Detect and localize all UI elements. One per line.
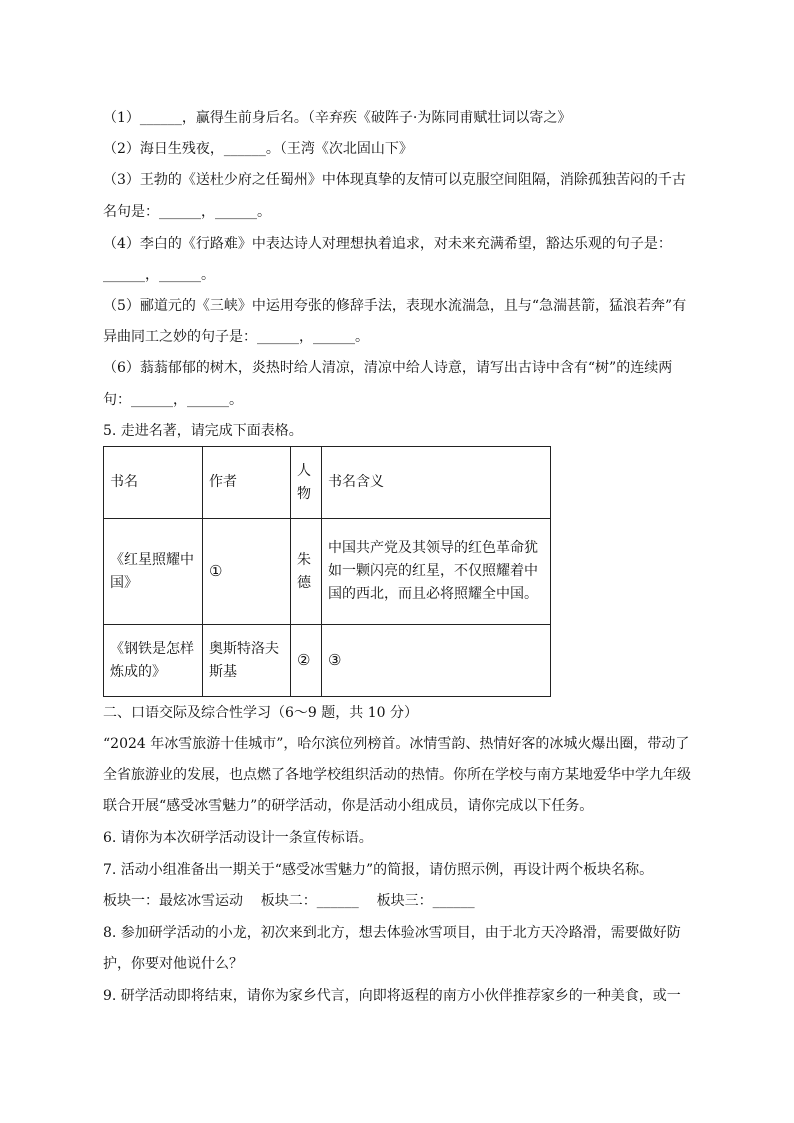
poetry-question-2: （2）海日生残夜，______。（王湾《次北固山下》 (103, 141, 413, 157)
table-cell-person-blank: ② (291, 625, 322, 697)
person-line: 德 (297, 574, 311, 591)
table-cell-book (104, 519, 203, 625)
table-header-meaning: 书名含义 (322, 447, 551, 519)
meaning-line: 如一颗闪亮的红星，不仅照耀着中 (328, 563, 538, 579)
question-7: 7. 活动小组准备出一期关于“感受冰雪魅力”的简报，请仿照示例，再设计两个板块名称。 (103, 862, 654, 878)
book-title-line: 《钢铁是怎样 (110, 640, 194, 657)
table-row (104, 625, 551, 697)
section-2-intro-line-1: “2024 年冰雪旅游十佳城市”，哈尔滨位列榜首。冰情雪韵、热情好客的冰城火爆出圈，带动了 (103, 736, 690, 752)
book-title-line: 炼成的》 (110, 663, 166, 680)
question-8-line-1: 8. 参加研学活动的小龙，初次来到北方，想去体验冰雪项目，由于北方天冷路滑，需要做好防 (103, 925, 681, 941)
table-row (104, 519, 551, 625)
author-line: 斯基 (209, 663, 237, 680)
poetry-question-4-line-1: （4）李白的《行路难》中表达诗人对理想执着追求，对未来充满希望，豁达乐观的句子是： (103, 236, 672, 252)
table-cell-author (203, 625, 291, 697)
poetry-question-3-line-2: 名句是：______，______。 (103, 204, 271, 220)
section-2-intro-line-3: 联合开展“感受冰雪魅力”的研学活动，你是活动小组成员，请你完成以下任务。 (103, 798, 594, 814)
poetry-question-3-line-1: （3）王勃的《送杜少府之任蜀州》中体现真挚的友情可以克服空间阻隔，消除孤独苦闷的千古 (103, 172, 686, 188)
table-header-row (104, 447, 551, 519)
question-6: 6. 请你为本次研学活动设计一条宣传标语。 (103, 830, 373, 846)
poetry-question-6-line-2: 句：______，______。 (103, 392, 243, 408)
question-5-title: 5. 走进名著，请完成下面表格。 (103, 423, 303, 439)
author-line: 奥斯特洛夫 (209, 640, 279, 657)
poetry-question-5-line-1: （5）郦道元的《三峡》中运用夸张的修辞手法，表现水流湍急，且与“急湍甚箭，猛浪若奔”有 (103, 298, 687, 314)
table-header-person-char-1: 人 (297, 462, 311, 479)
table-header-author: 作者 (203, 447, 291, 519)
poetry-question-5-line-2: 异曲同工之妙的句子是：______，______。 (103, 329, 369, 345)
table-header-book: 书名 (104, 447, 203, 519)
table-cell-book (104, 625, 203, 697)
section-2-intro-line-2: 全省旅游业的发展，也点燃了各地学校组织活动的热情。你所在学校与南方某地爱华中学九年级 (103, 767, 691, 783)
table-cell-author-blank: ① (203, 519, 291, 625)
classic-works-table (103, 446, 551, 697)
book-title-line: 《红星照耀中 (110, 551, 194, 568)
question-9-line-1: 9. 研学活动即将结束，请你为家乡代言，向即将返程的南方小伙伴推荐家乡的一种美食，或一 (103, 988, 681, 1004)
table-cell-meaning (322, 519, 551, 625)
poetry-question-6-line-1: （6）蓊蓊郁郁的树木，炎热时给人清凉，清凉中给人诗意，请写出古诗中含有“树”的连续两 (103, 360, 673, 376)
question-8-line-2: 护，你要对他说什么？ (103, 956, 243, 972)
poetry-question-1: （1）______，赢得生前身后名。（辛弃疾《破阵子·为陈同甫赋壮词以寄之》 (103, 110, 572, 126)
table-cell-meaning-blank: ③ (322, 625, 551, 697)
question-7-blocks: 板块一：最炫冰雪运动 板块二：______ 板块三：______ (103, 893, 475, 909)
table-header-person (291, 447, 322, 519)
book-title-line: 国》 (110, 574, 138, 591)
section-2-title: 二、口语交际及综合性学习（6～9 题，共 10 分） (103, 705, 418, 721)
table-header-person-char-2: 物 (297, 485, 311, 502)
person-line: 朱 (297, 551, 311, 568)
meaning-line: 中国共产党及其领导的红色革命犹 (328, 540, 538, 556)
poetry-question-4-line-2: ______，______。 (103, 267, 215, 283)
meaning-line: 国的西北，而且必将照耀全中国。 (328, 586, 538, 602)
table-cell-person (291, 519, 322, 625)
